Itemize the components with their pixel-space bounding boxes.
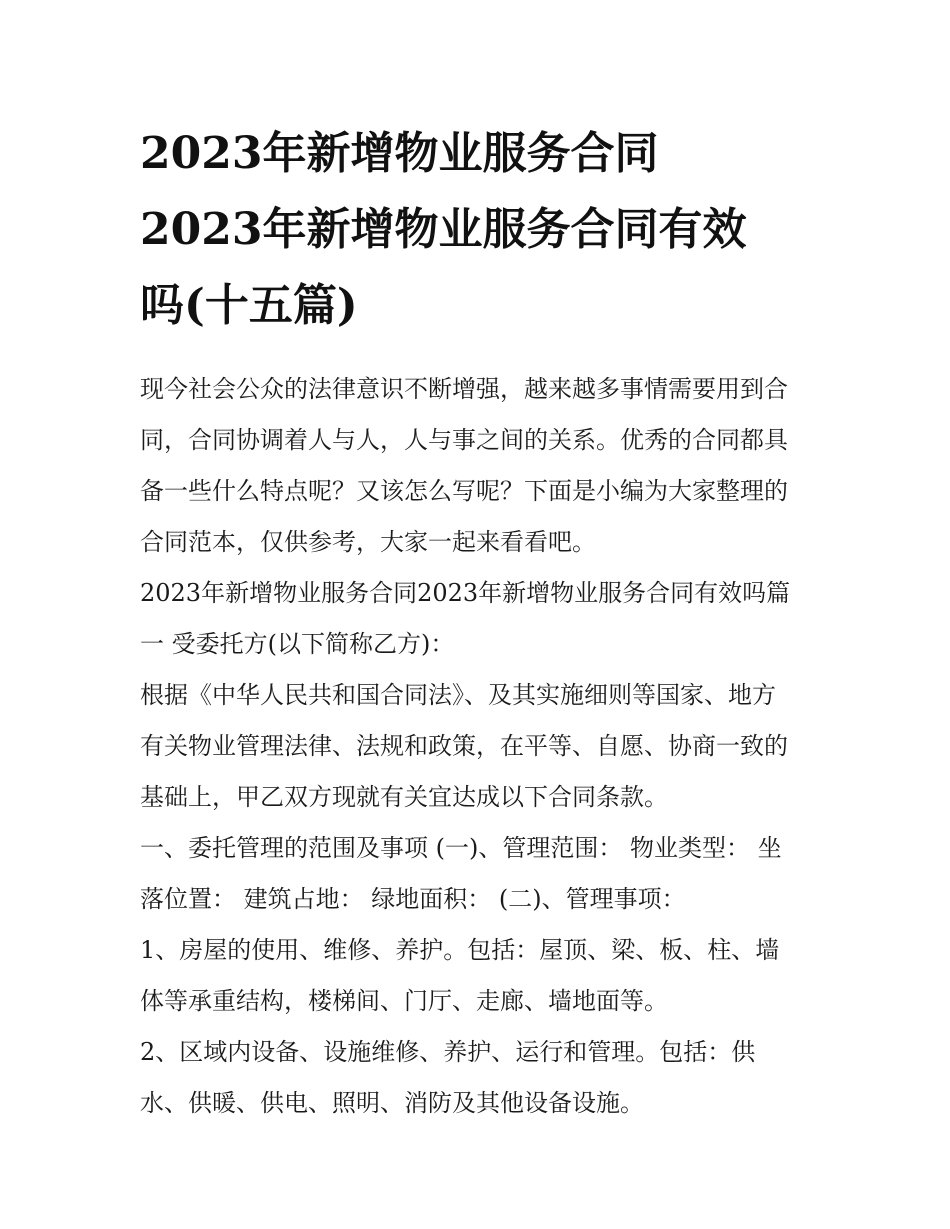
document-body [140,364,820,1129]
document-content [140,116,820,1129]
paragraph-line: 1、房屋的使用、维修、养护。包括：屋顶、梁、板、柱、墙 [140,936,780,964]
paragraph-line: 2、区域内设备、设施维修、养护、运行和管理。包括：供 [140,1038,756,1066]
title-line-2: 2023年新增物业服务合同有效 [140,204,747,255]
paragraph-line: 一、委托管理的范围及事项 (一)、管理范围： 物业类型： 坐 [140,834,782,862]
paragraph-basis [140,670,820,823]
paragraph-line: 2023年新增物业服务合同2023年新增物业服务合同有效吗篇 [140,579,791,607]
paragraph-line: 有关物业管理法律、法规和政策，在平等、自愿、协商一致的 [140,732,788,760]
title-line-1: 2023年新增物业服务合同 [140,128,659,179]
paragraph-line: 同，合同协调着人与人，人与事之间的关系。优秀的合同都具 [140,426,788,454]
paragraph-item-1 [140,925,820,1027]
paragraph-line: 一 受委托方(以下简称乙方)： [140,630,455,658]
paragraph-line: 体等承重结构，楼梯间、门厅、走廊、墙地面等。 [140,987,668,1015]
paragraph-scope [140,823,820,925]
paragraph-line: 基础上，甲乙双方现就有关宜达成以下合同条款。 [140,783,668,811]
paragraph-line: 落位置： 建筑占地： 绿地面积： (二)、管理事项： [140,885,686,913]
paragraph-item-2 [140,1027,820,1129]
paragraph-line: 合同范本，仅供参考，大家一起来看看吧。 [140,528,596,556]
title-line-3: 吗(十五篇) [140,280,358,331]
paragraph-section-heading [140,568,820,670]
paragraph-line: 水、供暖、供电、照明、消防及其他设备设施。 [140,1089,644,1117]
paragraph-line: 备一些什么特点呢？又该怎么写呢？下面是小编为大家整理的 [140,477,788,505]
paragraph-line: 根据《中华人民共和国合同法》、及其实施细则等国家、地方 [140,681,776,709]
paragraph-intro [140,364,820,568]
paragraph-line: 现今社会公众的法律意识不断增强，越来越多事情需要用到合 [140,375,788,403]
document-title [140,116,820,344]
